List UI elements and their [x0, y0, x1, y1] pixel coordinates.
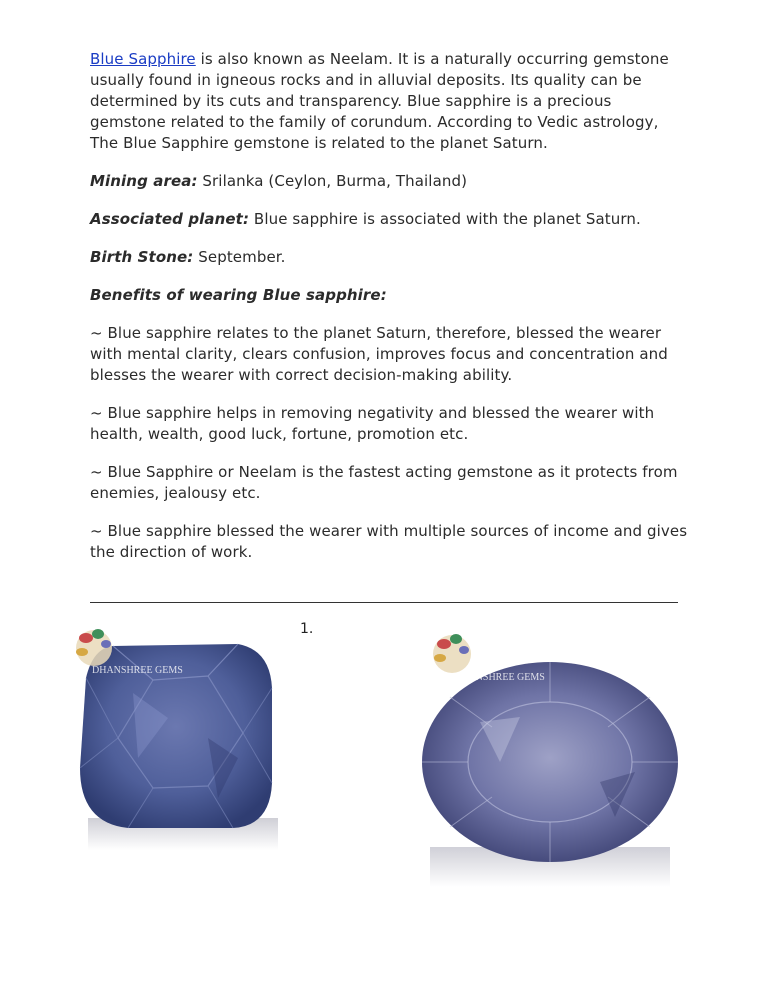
intro-paragraph — [90, 49, 690, 154]
associated-planet-value: Blue sapphire is associated with the planet Saturn. — [249, 210, 641, 228]
mining-area-label: Mining area: — [90, 172, 198, 190]
watermark-text: DHANSHREE GEMS — [92, 665, 183, 676]
intro-text: is also known as Neelam. It is a naturally occurring gemstone usually found in igneous rocks and in alluvial deposits. Its quality can be determined by its cuts and transparency. Blue sapphire is a precious gemstone related to the family of corundum. According to Vedic astrology, The Blue Sapphire gemstone is related to the planet Saturn. — [90, 50, 669, 152]
benefits-heading: Benefits of wearing Blue sapphire: — [90, 286, 387, 304]
watermark-logo-icon — [433, 634, 471, 673]
mining-area-field — [90, 171, 690, 192]
birth-stone-field — [90, 247, 690, 268]
cushion-sapphire-image — [58, 618, 288, 853]
watermark-text: DHANSHREE GEMS — [454, 672, 545, 683]
birth-stone-label: Birth Stone: — [90, 248, 194, 266]
associated-planet-field — [90, 209, 690, 230]
blue-sapphire-link[interactable]: Blue Sapphire — [90, 50, 196, 68]
watermark-logo-icon — [76, 629, 112, 666]
footnote-number: 1. — [300, 621, 314, 637]
benefit-paragraph: ~ Blue sapphire helps in removing negativity and blessed the wearer with health, wealth, good luck, fortune, promotion etc. — [90, 404, 655, 443]
benefit-paragraph: ~ Blue sapphire relates to the planet Saturn, therefore, blessed the wearer with mental clarity, clears confusion, improves focus and concentration and blesses the wearer with correct decision-making ability. — [90, 324, 668, 384]
article-body — [90, 49, 690, 580]
oval-sapphire-image — [410, 622, 690, 892]
benefit-paragraph: ~ Blue Sapphire or Neelam is the fastest acting gemstone as it protects from enemies, jealousy etc. — [90, 463, 678, 502]
benefit-paragraph: ~ Blue sapphire blessed the wearer with multiple sources of income and gives the direction of work. — [90, 522, 688, 561]
associated-planet-label: Associated planet: — [90, 210, 250, 228]
mining-area-value: Srilanka (Ceylon, Burma, Thailand) — [197, 172, 468, 190]
footnote-divider — [90, 602, 678, 603]
birth-stone-value: September. — [193, 248, 286, 266]
